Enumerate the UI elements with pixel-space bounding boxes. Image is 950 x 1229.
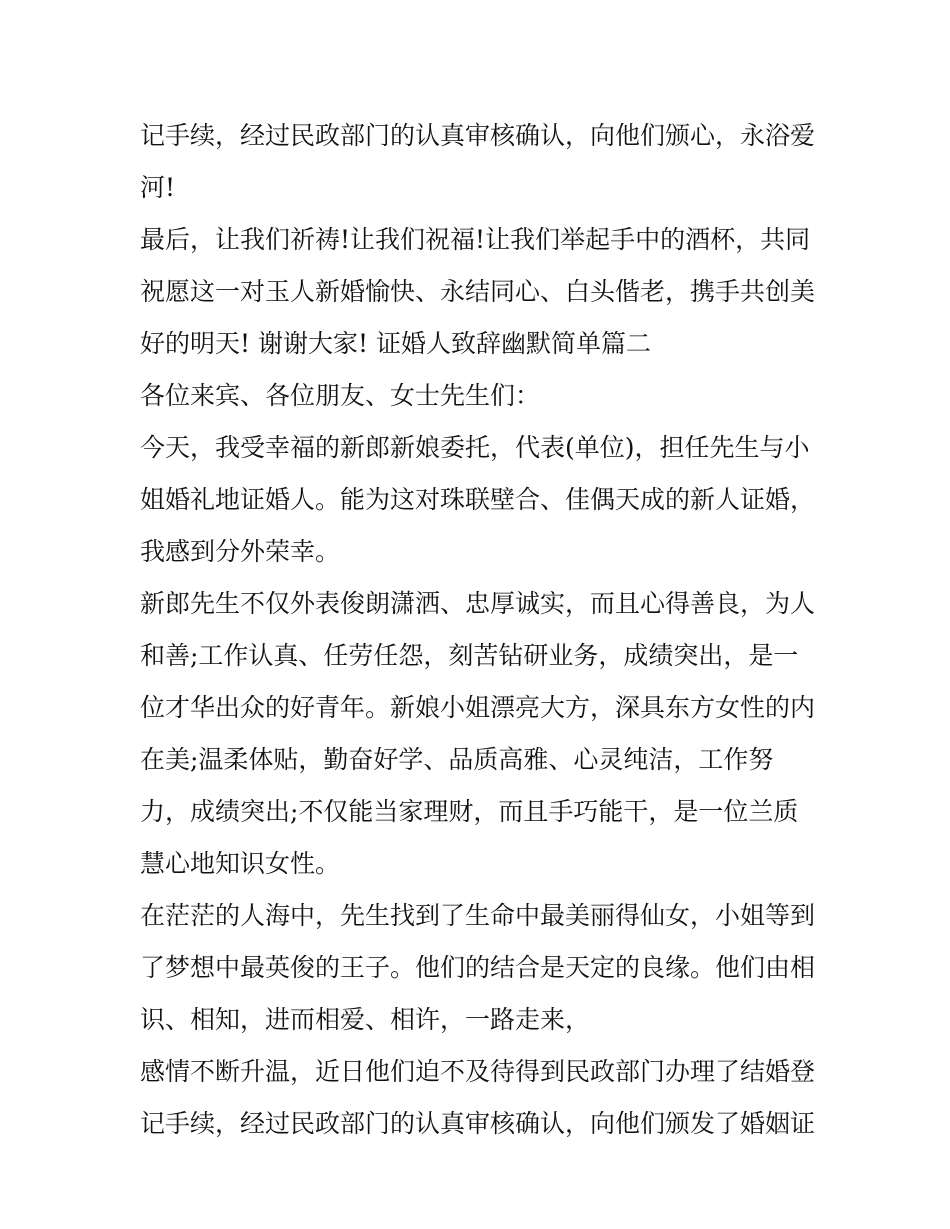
- text-line: 最后，让我们祈祷!让我们祝福!让我们举起手中的酒杯，共同: [140, 225, 811, 254]
- text-line: 力，成绩突出;不仅能当家理财，而且手巧能干，是一位兰质: [140, 797, 799, 826]
- text-line: 新郎先生不仅外表俊朗潇洒、忠厚诚实，而且心得善良，为人: [140, 589, 816, 618]
- text-line: 河!: [140, 173, 176, 202]
- text-line: 姐婚礼地证婚人。能为这对珠联壁合、佳偶天成的新人证婚，: [140, 485, 816, 514]
- text-line: 了梦想中最英俊的王子。他们的结合是天定的良缘。他们由相: [140, 953, 816, 982]
- text-line: 慧心地知识女性。: [140, 849, 341, 878]
- text-line: 今天，我受幸福的新郎新娘委托，代表(单位)，担任先生与小: [140, 433, 810, 462]
- text-line: 各位来宾、各位朋友、女士先生们：: [140, 381, 541, 410]
- text-line: 在茫茫的人海中，先生找到了生命中最美丽得仙女，小姐等到: [140, 901, 816, 930]
- text-line: 记手续，经过民政部门的认真审核确认，向他们颁发了婚姻证: [140, 1109, 816, 1138]
- text-line: 记手续，经过民政部门的认真审核确认，向他们颁心，永浴爱: [140, 121, 816, 150]
- text-line: 在美;温柔体贴，勤奋好学、品质高雅、心灵纯洁，工作努: [140, 745, 774, 774]
- text-line: 和善;工作认真、任劳任怨，刻苦钻研业务，成绩突出，是一: [140, 641, 799, 670]
- text-line: 感情不断升温，近日他们迫不及待得到民政部门办理了结婚登: [140, 1057, 816, 1086]
- document-body: [140, 110, 820, 1150]
- text-line: 位才华出众的好青年。新娘小姐漂亮大方，深具东方女性的内: [140, 693, 816, 722]
- text-line: 识、相知，进而相爱、相许，一路走来，: [140, 1005, 591, 1034]
- text-line: 我感到分外荣幸。: [140, 537, 341, 566]
- text-line: 好的明天! 谢谢大家! 证婚人致辞幽默简单篇二: [140, 329, 651, 358]
- text-line: 祝愿这一对玉人新婚愉快、永结同心、白头偕老，携手共创美: [140, 277, 816, 306]
